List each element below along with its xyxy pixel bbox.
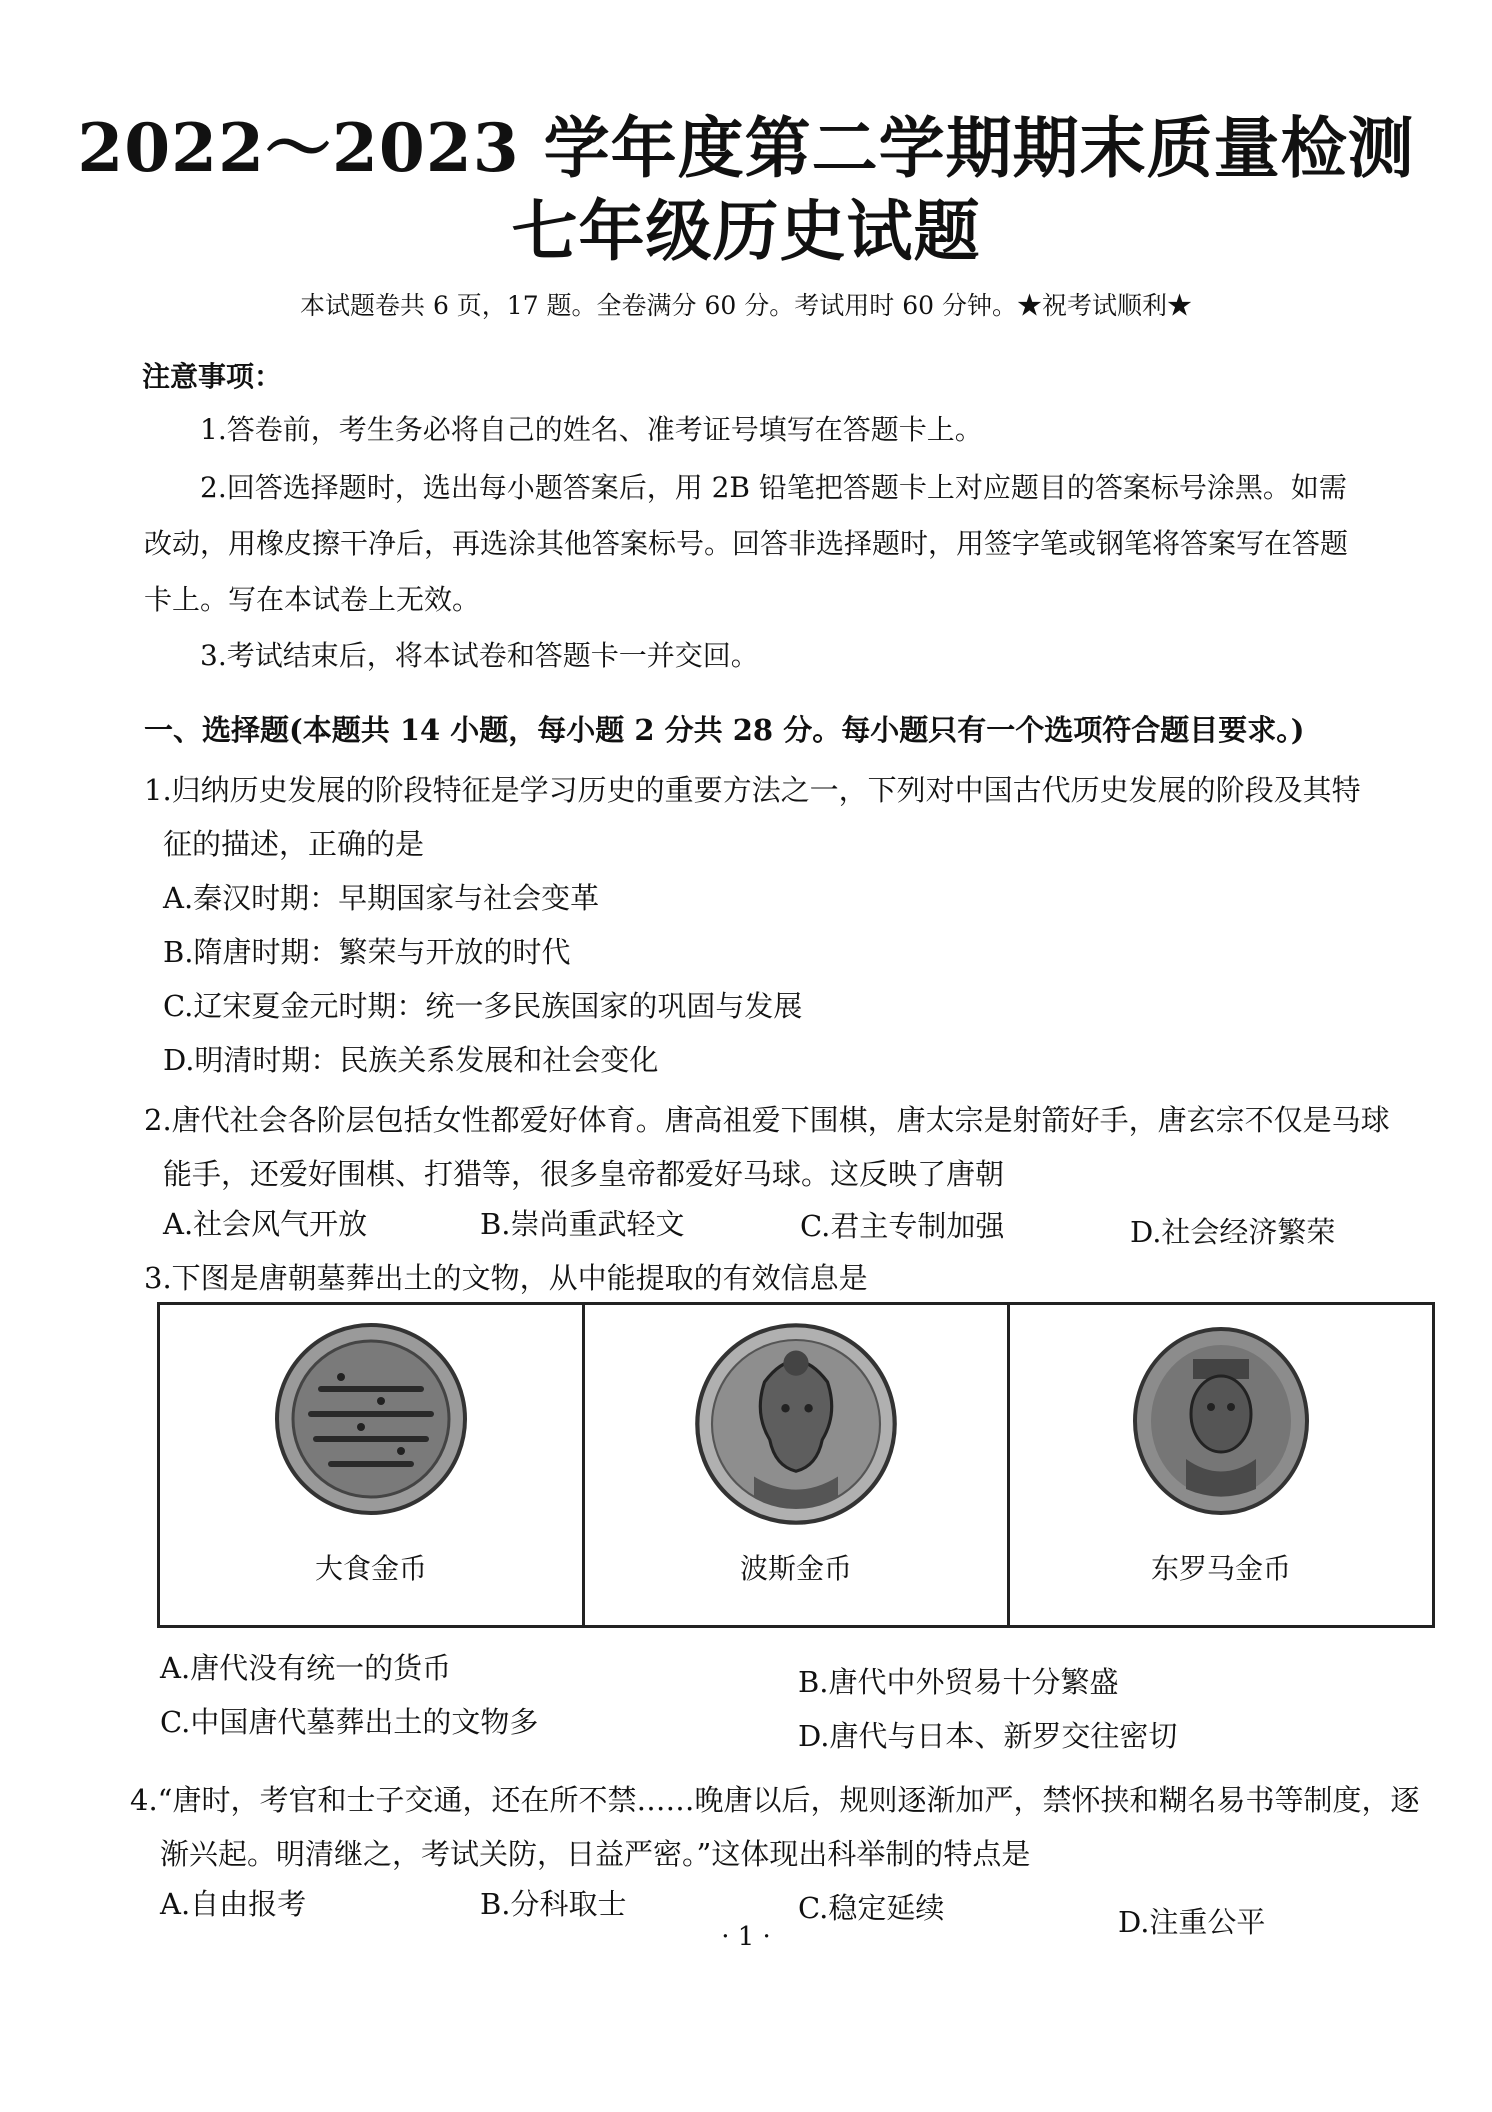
- q2-stem-line2: 能手，还爱好围棋、打猎等，很多皇帝都爱好马球。这反映了唐朝: [163, 1157, 1005, 1191]
- exam-subject-title: 七年级历史试题: [511, 192, 981, 270]
- coin-figure: [157, 1302, 1435, 1628]
- q2-stem-line1: 2.唐代社会各阶层包括女性都爱好体育。唐高祖爱下围棋，唐太宗是射箭好手，唐玄宗不仅是马球: [144, 1103, 1390, 1137]
- q2-option-d: D.社会经济繁荣: [1130, 1215, 1336, 1249]
- section-title: 一、选择题(本题共 14 小题，每小题 2 分共 28 分。每小题只有一个选项符合题目要求。): [144, 713, 1305, 747]
- q4-option-c: C.稳定延续: [798, 1891, 945, 1925]
- q2-option-c: C.君主专制加强: [800, 1209, 1005, 1243]
- bosi-coin-image: [691, 1319, 901, 1529]
- q1-stem-line2: 征的描述，正确的是: [163, 827, 425, 861]
- notice-line-2c: 卡上。写在本试卷上无效。: [144, 583, 481, 616]
- q3-option-a: A.唐代没有统一的货币: [160, 1651, 452, 1685]
- exam-title: 2022～2023 学年度第二学期期末质量检测: [77, 109, 1415, 187]
- q3-option-b: B.唐代中外贸易十分繁盛: [798, 1665, 1119, 1699]
- coin-cell-dongluoma: [1010, 1305, 1432, 1625]
- q1-stem-line1: 1.归纳历史发展的阶段特征是学习历史的重要方法之一，下列对中国古代历史发展的阶段及其特: [144, 773, 1361, 807]
- q4-option-d: D.注重公平: [1118, 1905, 1266, 1939]
- q4-stem-line2: 渐兴起。明清继之，考试关防，日益严密。”这体现出科举制的特点是: [160, 1837, 1031, 1871]
- notice-line-2b: 改动，用橡皮擦干净后，再选涂其他答案标号。回答非选择题时，用签字笔或钢笔将答案写在答题: [144, 527, 1349, 560]
- dashi-coin-image: [271, 1319, 471, 1519]
- q2-option-a: A.社会风气开放: [163, 1207, 368, 1241]
- q2-option-b: B.崇尚重武轻文: [480, 1207, 685, 1241]
- q1-option-b: B.隋唐时期：繁荣与开放的时代: [163, 935, 571, 969]
- q1-option-d: D.明清时期：民族关系发展和社会变化: [163, 1043, 659, 1077]
- q3-stem: 3.下图是唐朝墓葬出土的文物，从中能提取的有效信息是: [144, 1261, 868, 1295]
- q3-option-c: C.中国唐代墓葬出土的文物多: [160, 1705, 539, 1739]
- coin-cell-bosi: [585, 1305, 1010, 1625]
- coin-cell-dashi: [160, 1305, 585, 1625]
- exam-info: 本试题卷共 6 页，17 题。全卷满分 60 分。考试用时 60 分钟。★祝考试顺利★: [300, 291, 1192, 320]
- coin-label-dongluoma: 东罗马金币: [1150, 1552, 1291, 1585]
- coin-label-bosi: 波斯金币: [739, 1552, 852, 1585]
- notice-line-1: 1.答卷前，考生务必将自己的姓名、准考证号填写在答题卡上。: [200, 413, 983, 446]
- q4-option-a: A.自由报考: [160, 1887, 307, 1921]
- notice-line-2a: 2.回答选择题时，选出每小题答案后，用 2B 铅笔把答题卡上对应题目的答案标号涂黑。如需: [200, 471, 1347, 504]
- notice-heading: 注意事项：: [142, 360, 283, 393]
- coin-label-dashi: 大食金币: [314, 1552, 427, 1585]
- q4-stem-line1: 4.“唐时，考官和士子交通，还在所不禁……晚唐以后，规则逐渐加严，禁怀挟和糊名易书等制度，逐: [130, 1783, 1420, 1817]
- page-number: · 1 ·: [721, 1922, 771, 1952]
- notice-line-3: 3.考试结束后，将本试卷和答题卡一并交回。: [200, 639, 759, 672]
- q3-option-d: D.唐代与日本、新罗交往密切: [798, 1719, 1178, 1753]
- q4-option-b: B.分科取士: [480, 1887, 627, 1921]
- dongluoma-coin-image: [1121, 1319, 1321, 1519]
- q1-option-c: C.辽宋夏金元时期：统一多民族国家的巩固与发展: [163, 989, 803, 1023]
- q1-option-a: A.秦汉时期：早期国家与社会变革: [163, 881, 600, 915]
